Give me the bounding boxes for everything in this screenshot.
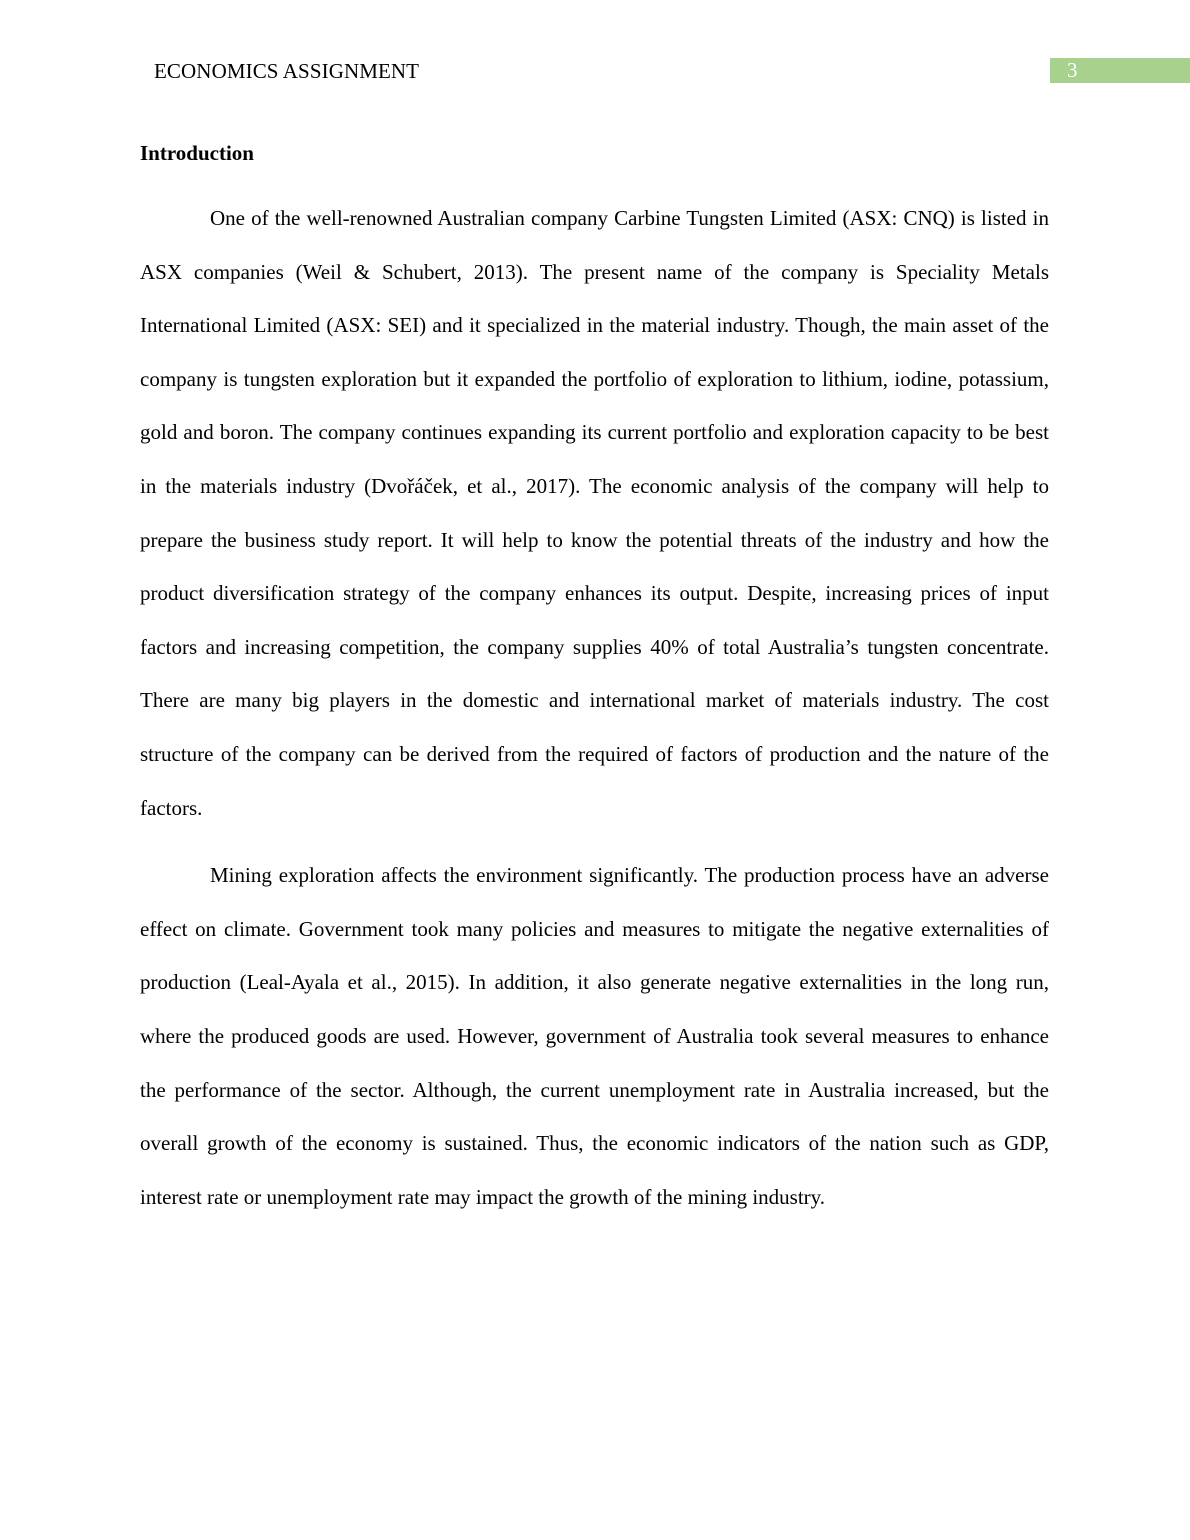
running-head: ECONOMICS ASSIGNMENT: [154, 59, 420, 83]
paragraph-2: Mining exploration affects the environment significantly. The production process have an adverse effect on climate. Government took many policies and measures to mitigate the negative externalities of production (Leal-Ayala et al., 2015). In addition, it also generate negative externalities in the long run, where the produced goods are used. However, government of Australia took several measures to enhance the performance of the sector. Although, the current unemployment rate in Australia increased, but the overall growth of the economy is sustained. Thus, the economic indicators of the nation such as GDP, interest rate or unemployment rate may impact the growth of the mining industry.: [140, 863, 1049, 1209]
paragraph-1: One of the well-renowned Australian company Carbine Tungsten Limited (ASX: CNQ) is listed in ASX companies (Weil & Schubert, 2013). The present name of the company is Speciality Metals International Limited (ASX: SEI) and it specialized in the material industry. Though, the main asset of the company is tungsten exploration but it expanded the portfolio of exploration to lithium, iodine, potassium, gold and boron. The company continues expanding its current portfolio and exploration capacity to be best in the materials industry (Dvořáček, et al., 2017). The economic analysis of the company will help to prepare the business study report. It will help to know the potential threats of the industry and how the product diversification strategy of the company enhances its output. Despite, increasing prices of input factors and increasing competition, the company supplies 40% of total Australia’s tungsten concentrate. There are many big players in the domestic and international market of materials industry. The cost structure of the company can be derived from the required of factors of production and the nature of the factors.: [140, 206, 1049, 820]
page-number: 3: [1050, 58, 1190, 83]
section-heading: Introduction: [140, 141, 254, 165]
document-body: [140, 138, 1049, 1224]
